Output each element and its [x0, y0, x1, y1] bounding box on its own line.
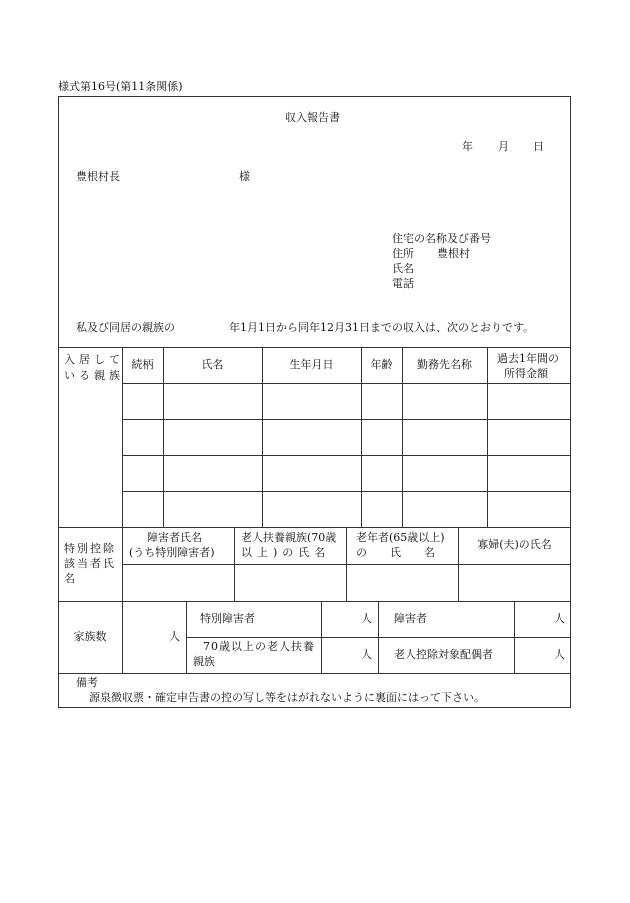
date-day-label: 日	[533, 140, 544, 153]
header-employer: 勤務先名称	[417, 357, 472, 371]
header-name: 氏名	[201, 357, 224, 371]
family-row-line	[122, 491, 571, 492]
family-row-line	[122, 419, 571, 420]
family-row-line	[122, 455, 571, 456]
address-value: 豊根村	[437, 247, 470, 260]
deduction-section-label-1: 特別控除	[64, 542, 116, 555]
disabled-unit: 人	[554, 611, 565, 625]
elderly-dependent-label-2: 親族	[193, 655, 215, 668]
header-elderly-dependent-1: 老人扶養親族(70歳	[241, 531, 337, 544]
family-col-line	[487, 347, 488, 527]
header-birthdate: 生年月日	[289, 357, 334, 371]
family-section-label-2: いる親族	[64, 369, 124, 382]
header-widow: 寡婦(夫)の氏名	[477, 538, 552, 552]
family-row-line	[122, 383, 571, 384]
divider-remarks-top	[58, 673, 571, 674]
elderly-spouse-label: 老人控除対象配偶者	[394, 647, 493, 661]
remarks-label: 備考	[76, 676, 98, 689]
statement-prefix: 私及び同居の親族の	[76, 321, 175, 334]
family-count-label: 家族数	[73, 629, 107, 643]
addressee-name: 豊根村長	[76, 170, 120, 183]
form-title: 収入報告書	[285, 111, 340, 124]
house-label: 住宅の名称及び番号	[392, 232, 491, 245]
header-disabled-2: (うち特別障害者)	[129, 546, 215, 559]
elderly-dependent-unit: 人	[361, 647, 372, 661]
date-year-label: 年	[462, 140, 473, 153]
header-elderly-2: の 氏 名	[356, 546, 441, 559]
date-month-label: 月	[498, 140, 509, 153]
special-disabled-label: 特別障害者	[200, 611, 255, 625]
name-label: 氏名	[392, 262, 414, 275]
remarks-text: 源泉徴収票・確定申告書の控の写し等をはがれないように裏面にはって下さい。	[89, 691, 485, 704]
header-income-2: 所得金額	[504, 367, 548, 380]
deduction-section-label-2: 該当者氏	[64, 557, 116, 570]
elderly-spouse-unit: 人	[554, 647, 565, 661]
form-number: 様式第16号(第11条関係)	[58, 80, 183, 93]
deduction-row-line	[122, 564, 571, 565]
family-count-unit: 人	[169, 629, 180, 643]
elderly-dependent-label-1: 70歳以上の老人扶養	[203, 640, 315, 653]
deduction-section-label-3: 名	[64, 572, 75, 585]
special-disabled-unit: 人	[361, 611, 372, 625]
header-income-1: 過去1年間の	[497, 352, 559, 365]
header-disabled-1: 障害者氏名	[147, 531, 202, 544]
header-elderly-dependent-2: 以上)の氏名	[241, 546, 331, 559]
address-label: 住所	[392, 247, 414, 260]
family-section-label-1: 入居して	[64, 353, 124, 366]
header-elderly-1: 老年者(65歳以上)	[356, 531, 445, 544]
statement-suffix: 年1月1日から同年12月31日までの収入は、次のとおりです。	[229, 321, 535, 334]
addressee-honorific: 様	[239, 170, 250, 183]
header-age: 年齢	[370, 357, 393, 371]
header-relationship: 続柄	[131, 357, 154, 371]
phone-label: 電話	[392, 277, 414, 290]
disabled-label: 障害者	[394, 611, 427, 625]
